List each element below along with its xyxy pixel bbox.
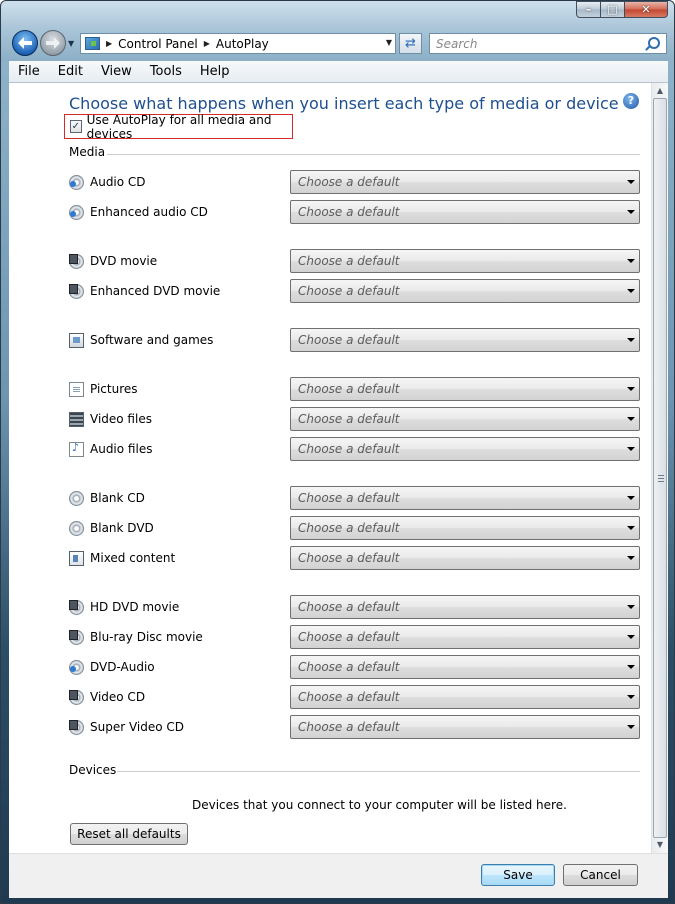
media-label-text: Blank CD xyxy=(90,491,145,505)
media-label-video-cd xyxy=(69,688,145,706)
media-default-select-blank-cd[interactable] xyxy=(290,486,640,510)
media-label-text: Blu-ray Disc movie xyxy=(90,630,203,644)
maximize-icon: □ xyxy=(607,3,618,16)
chevron-right-icon[interactable]: ▶ xyxy=(106,39,113,48)
media-default-select-hd-dvd-movie[interactable] xyxy=(290,595,640,619)
select-value: Choose a default xyxy=(298,205,400,219)
address-bar[interactable] xyxy=(80,33,396,54)
dropdown-arrow-icon[interactable] xyxy=(627,180,635,184)
dropdown-arrow-icon[interactable] xyxy=(627,725,635,729)
media-label-hd-dvd-movie xyxy=(69,598,179,616)
audio-cd-icon xyxy=(69,175,84,190)
recent-pages-dropdown[interactable]: ▼ xyxy=(68,39,75,48)
dropdown-arrow-icon[interactable] xyxy=(627,338,635,342)
menu-tools[interactable]: Tools xyxy=(149,64,182,79)
scrollbar-thumb[interactable] xyxy=(653,98,667,838)
maximize-button[interactable] xyxy=(601,1,625,18)
menu-view[interactable]: View xyxy=(100,64,132,79)
scrollbar-grip-icon xyxy=(658,475,664,482)
media-label-text: Super Video CD xyxy=(90,720,185,734)
menu-bar xyxy=(9,61,668,83)
media-label-text: HD DVD movie xyxy=(90,600,180,614)
select-value: Choose a default xyxy=(298,175,400,189)
use-autoplay-option[interactable] xyxy=(64,114,293,139)
page-title: Choose what happens when you insert each type of media or device xyxy=(69,94,619,113)
dropdown-arrow-icon[interactable] xyxy=(627,496,635,500)
media-label-audio-cd xyxy=(69,173,146,191)
close-icon: ✕ xyxy=(641,3,651,16)
select-value: Choose a default xyxy=(298,333,400,347)
window-frame-left xyxy=(1,61,9,903)
search-box[interactable] xyxy=(429,33,667,54)
dialog-footer xyxy=(9,853,668,898)
hd-dvd-movie-icon xyxy=(69,600,84,615)
media-default-select-super-video-cd[interactable] xyxy=(290,715,640,739)
media-section-title: Media xyxy=(69,145,106,159)
select-value: Choose a default xyxy=(298,284,400,298)
minimize-icon: – xyxy=(585,3,592,16)
media-label-text: DVD-Audio xyxy=(90,660,155,674)
media-label-text: Audio files xyxy=(90,442,153,456)
media-label-pictures xyxy=(69,380,138,398)
media-label-blank-cd xyxy=(69,489,145,507)
control-panel-icon xyxy=(85,37,100,50)
select-value: Choose a default xyxy=(298,382,400,396)
select-value: Choose a default xyxy=(298,491,400,505)
media-label-video-files xyxy=(69,410,152,428)
blank-cd-icon xyxy=(69,491,84,506)
select-value: Choose a default xyxy=(298,551,400,565)
media-label-text: Mixed content xyxy=(90,551,176,565)
media-label-enhanced-audio-cd xyxy=(69,203,208,221)
use-autoplay-checkbox[interactable]: ✓ xyxy=(71,121,81,132)
media-label-dvd-movie xyxy=(69,252,157,270)
devices-message: Devices that you connect to your computer will be listed here. xyxy=(192,798,567,812)
video-cd-icon xyxy=(69,690,84,705)
media-label-enhanced-dvd-movie xyxy=(69,282,220,300)
super-video-cd-icon xyxy=(69,720,84,735)
refresh-button[interactable] xyxy=(399,33,422,54)
media-default-select-audio-files[interactable] xyxy=(290,437,640,461)
select-value: Choose a default xyxy=(298,521,400,535)
scroll-up-icon[interactable]: ▲ xyxy=(656,86,664,95)
pictures-icon xyxy=(69,382,84,397)
back-button[interactable] xyxy=(12,30,38,56)
media-label-audio-files xyxy=(69,440,152,458)
menu-edit[interactable]: Edit xyxy=(57,64,83,79)
select-value: Choose a default xyxy=(298,600,400,614)
mixed-content-icon xyxy=(69,551,84,566)
search-icon[interactable] xyxy=(648,37,660,49)
select-value: Choose a default xyxy=(298,660,400,674)
dropdown-arrow-icon[interactable] xyxy=(627,695,635,699)
dropdown-arrow-icon[interactable] xyxy=(627,289,635,293)
blu-ray-movie-icon xyxy=(69,630,84,645)
refresh-icon: ⇄ xyxy=(405,36,416,51)
media-label-software-and-games xyxy=(69,331,213,349)
forward-arrow-icon xyxy=(46,37,60,49)
media-default-select-enhanced-audio-cd[interactable] xyxy=(290,200,640,224)
breadcrumb-control-panel[interactable]: Control Panel xyxy=(118,36,198,51)
media-default-select-video-cd[interactable] xyxy=(290,685,640,709)
media-label-text: Video CD xyxy=(90,690,146,704)
caption-buttons xyxy=(576,1,668,18)
media-label-text: Enhanced DVD movie xyxy=(90,284,221,298)
media-default-select-blank-dvd[interactable] xyxy=(290,516,640,540)
media-section-divider xyxy=(107,154,640,155)
forward-button[interactable] xyxy=(40,30,66,56)
select-value: Choose a default xyxy=(298,412,400,426)
dropdown-arrow-icon[interactable] xyxy=(627,417,635,421)
media-label-text: Software and games xyxy=(90,333,214,347)
dropdown-arrow-icon[interactable] xyxy=(627,387,635,391)
close-button[interactable] xyxy=(625,1,668,18)
select-value: Choose a default xyxy=(298,254,400,268)
dropdown-arrow-icon[interactable] xyxy=(627,526,635,530)
breadcrumb-autoplay[interactable]: AutoPlay xyxy=(215,36,269,51)
dropdown-arrow-icon[interactable] xyxy=(627,635,635,639)
blank-dvd-icon xyxy=(69,521,84,536)
select-value: Choose a default xyxy=(298,690,400,704)
media-label-dvd-audio xyxy=(69,658,155,676)
chevron-right-icon[interactable]: ▶ xyxy=(203,39,210,48)
dropdown-arrow-icon[interactable] xyxy=(627,447,635,451)
back-arrow-icon xyxy=(18,37,32,49)
media-label-text: Audio CD xyxy=(90,175,146,189)
scroll-down-icon[interactable]: ▼ xyxy=(656,840,664,849)
media-default-select-pictures[interactable] xyxy=(290,377,640,401)
video-files-icon xyxy=(69,412,84,427)
menu-file[interactable]: File xyxy=(18,64,40,79)
media-default-select-dvd-audio[interactable] xyxy=(290,655,640,679)
media-label-text: Enhanced audio CD xyxy=(90,205,208,219)
save-button[interactable]: Save xyxy=(481,864,555,886)
media-default-select-dvd-movie[interactable] xyxy=(290,249,640,273)
media-label-text: DVD movie xyxy=(90,254,158,268)
minimize-button[interactable] xyxy=(576,1,601,18)
media-default-select-enhanced-dvd-movie[interactable] xyxy=(290,279,640,303)
devices-section-divider xyxy=(117,771,640,772)
help-icon[interactable]: ? xyxy=(623,93,639,109)
media-default-select-audio-cd[interactable] xyxy=(290,170,640,194)
media-default-select-mixed-content[interactable] xyxy=(290,546,640,570)
search-input[interactable] xyxy=(434,36,638,52)
media-label-blank-dvd xyxy=(69,519,154,537)
use-autoplay-label[interactable]: Use AutoPlay for all media and devices xyxy=(86,112,272,141)
dropdown-arrow-icon[interactable] xyxy=(627,556,635,560)
media-label-text: Pictures xyxy=(90,382,138,396)
enhanced-dvd-movie-icon xyxy=(69,284,84,299)
dvd-audio-icon xyxy=(69,660,84,675)
media-label-blu-ray-disc-movie xyxy=(69,628,203,646)
software-icon xyxy=(69,333,84,348)
media-label-text: Blank DVD xyxy=(90,521,154,535)
dropdown-arrow-icon[interactable] xyxy=(627,665,635,669)
dropdown-arrow-icon[interactable] xyxy=(627,605,635,609)
media-default-select-video-files[interactable] xyxy=(290,407,640,431)
audio-files-icon xyxy=(69,442,84,457)
media-label-super-video-cd xyxy=(69,718,184,736)
media-default-select-blu-ray-disc-movie[interactable] xyxy=(290,625,640,649)
media-label-text: Video files xyxy=(90,412,152,426)
select-value: Choose a default xyxy=(298,630,400,644)
cancel-button[interactable]: Cancel xyxy=(563,864,638,886)
dropdown-arrow-icon[interactable] xyxy=(627,259,635,263)
reset-all-defaults-button[interactable]: Reset all defaults xyxy=(70,823,188,845)
menu-help[interactable]: Help xyxy=(199,64,230,79)
content-pane xyxy=(9,83,651,853)
enhanced-audio-cd-icon xyxy=(69,205,84,220)
address-dropdown-icon[interactable]: ▼ xyxy=(385,38,392,47)
media-default-select-software-and-games[interactable] xyxy=(290,328,640,352)
select-value: Choose a default xyxy=(298,720,400,734)
dropdown-arrow-icon[interactable] xyxy=(627,210,635,214)
media-label-mixed-content xyxy=(69,549,175,567)
vertical-scrollbar[interactable] xyxy=(651,83,668,853)
devices-section-title: Devices xyxy=(69,763,117,777)
dvd-movie-icon xyxy=(69,254,84,269)
select-value: Choose a default xyxy=(298,442,400,456)
